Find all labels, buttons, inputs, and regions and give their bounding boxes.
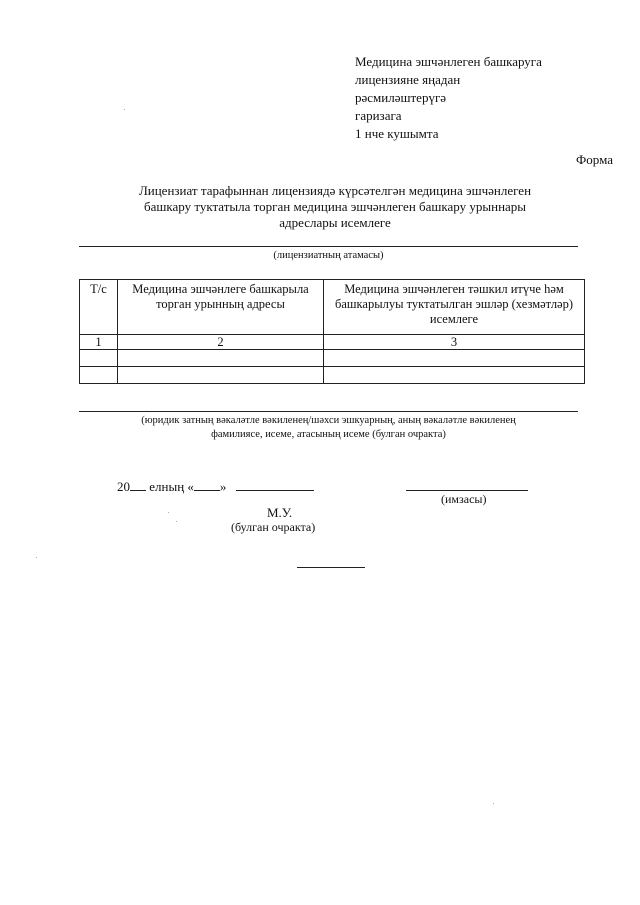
scan-speck — [493, 803, 494, 804]
table-row — [80, 350, 585, 367]
table-cell[interactable] — [80, 367, 118, 384]
header-services: Медицина эшчәнлеген тәшкил итүче һәм башкарылуы туктатылган эшләр (хезмәтләр) исемлеге — [324, 280, 585, 335]
signature-caption: (имзасы) — [441, 492, 487, 506]
representative-caption-line1: (юридик затның вәкаләтле вәкиленең/шәхси эшкуарның, аның вәкаләтле вәкиленең — [141, 415, 516, 426]
licensee-caption: (лицензиатның атамасы) — [273, 250, 384, 261]
scan-speck — [124, 109, 125, 110]
appendix-line: гаризага — [355, 108, 402, 123]
table-cell[interactable] — [324, 367, 585, 384]
stamp-label: М.У. — [267, 505, 293, 520]
appendix-line: лицензияне яңадан — [355, 72, 461, 87]
date-field — [117, 478, 314, 495]
column-number-cell: 3 — [324, 335, 585, 350]
date-prefix: 20 — [117, 479, 130, 494]
licensee-name-line — [79, 246, 578, 247]
day-blank[interactable] — [194, 478, 220, 491]
table-row — [80, 367, 585, 384]
addresses-table — [79, 279, 585, 384]
appendix-line: Медицина эшчәнлеген башкаруга — [355, 54, 542, 69]
month-blank[interactable] — [236, 478, 314, 491]
stamp-note: (булган очракта) — [231, 520, 316, 534]
title-line: Лицензиат тарафыннан лицензиядә күрсәтелгән медицина эшчәнлеген — [138, 183, 532, 198]
table-cell[interactable] — [118, 367, 324, 384]
appendix-line: 1 нче кушымта — [355, 126, 439, 141]
title-line: адреслары исемлеге — [279, 215, 391, 230]
date-year-suffix: елның « — [146, 479, 194, 494]
title-line: башкару туктатыла торган медицина эшчәнлеген башкару урыннары — [143, 199, 527, 214]
header-address: Медицина эшчәнлеге башкарыла торган урынның адресы — [118, 280, 324, 335]
header-number: Т/с — [80, 280, 118, 335]
appendix-line: рәсмиләштерүгә — [355, 90, 447, 105]
column-number-cell: 2 — [118, 335, 324, 350]
date-close-quote: » — [219, 479, 227, 494]
representative-caption-line2: фамилиясе, исеме, атасының исеме (булган очракта) — [211, 429, 446, 440]
column-number-cell: 1 — [80, 335, 118, 350]
signature-line[interactable] — [406, 490, 528, 491]
appendix-block — [355, 53, 542, 143]
representative-name-line — [79, 411, 578, 412]
scan-speck — [176, 521, 177, 522]
year-blank[interactable] — [130, 478, 146, 491]
document-title — [95, 183, 575, 231]
table-cell[interactable] — [80, 350, 118, 367]
form-label: Форма — [576, 152, 613, 167]
table-cell[interactable] — [118, 350, 324, 367]
closing-line — [297, 567, 365, 568]
table-header-row — [80, 280, 585, 335]
table-cell[interactable] — [324, 350, 585, 367]
scan-speck — [168, 512, 169, 513]
table-number-row — [80, 335, 585, 350]
scan-speck — [36, 557, 37, 558]
